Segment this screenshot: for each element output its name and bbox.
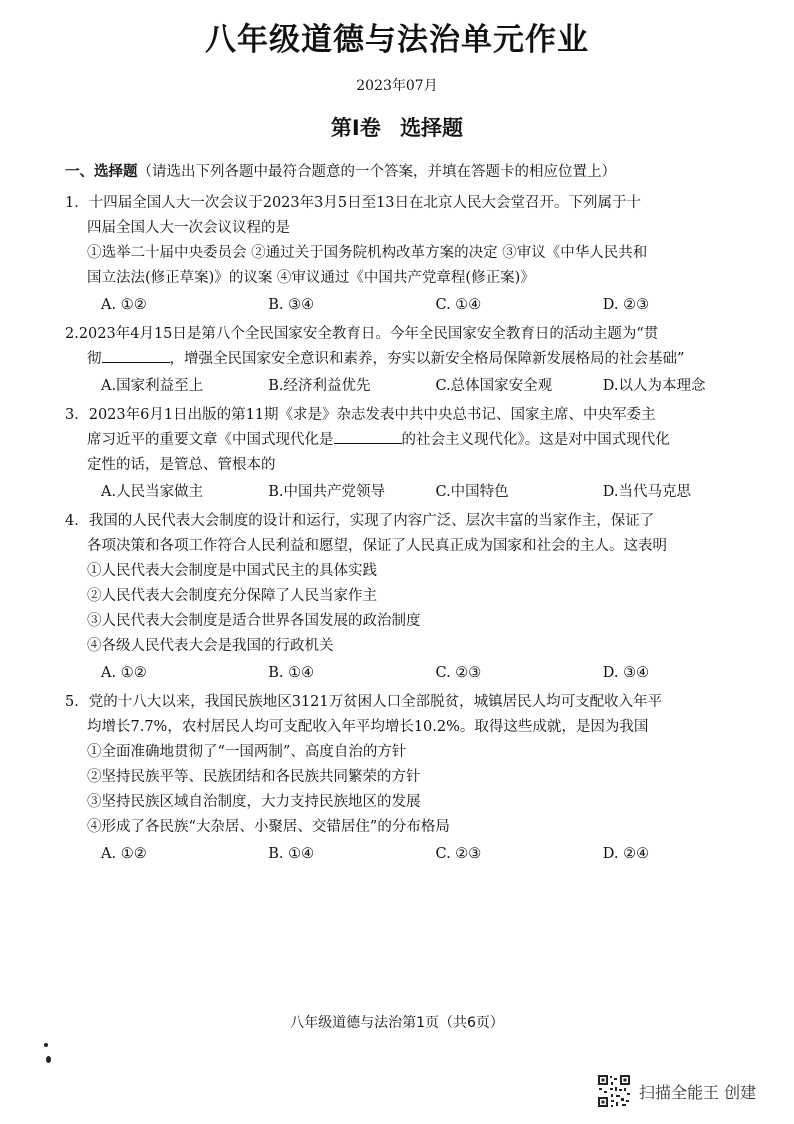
statement: ①人民代表大会制度是中国式民主的具体实践	[87, 563, 377, 579]
question-list	[65, 160, 770, 871]
question-2	[65, 322, 770, 399]
option-a[interactable]: A.人民当家做主	[101, 484, 204, 500]
page-footer: 八年级道德与法治第1页（共6页）	[290, 1015, 504, 1031]
statement: ②人民代表大会制度充分保障了人民当家作主	[87, 588, 377, 604]
question-text-line	[65, 428, 770, 453]
question-text-line: 3．2023年6月1日出版的第11期《求是》杂志发表中共中央总书记、国家主席、中央军委主	[65, 407, 656, 423]
question-text-line: 均增长7.7%，农村居民人均可支配收入年平均增长10.2%。取得这些成就，是因为我国	[87, 719, 649, 735]
option-d[interactable]: D. ③④	[602, 665, 650, 681]
question-text-line: 2.2023年4月15日是第八个全民国家安全教育日。今年全民国家安全教育日的活动主题为“贯	[65, 326, 659, 342]
question-5	[65, 690, 770, 867]
option-a[interactable]: A. ①②	[101, 665, 147, 681]
scan-speck	[46, 1056, 51, 1063]
answer-options	[101, 661, 770, 686]
statement: ④各级人民代表大会是我国的行政机关	[87, 638, 334, 654]
fill-blank	[334, 429, 402, 444]
question-text-fragment: 的社会主义现代化》。这是对中国式现代化	[401, 432, 670, 448]
section-note: （请选出下列各题中最符合题意的一个答案，并填在答题卡的相应位置上）	[137, 164, 616, 180]
question-text-line: 1．十四届全国人大一次会议于2023年3月5日至13日在北京人民大会堂召开。下列属于十	[65, 195, 642, 211]
scan-speck	[44, 1043, 48, 1047]
question-4	[65, 509, 770, 686]
question-text-line: 定性的话，是管总、管根本的	[87, 457, 276, 473]
option-b[interactable]: B. ①④	[268, 665, 315, 681]
question-text-line	[65, 347, 770, 372]
option-d[interactable]: D. ②③	[602, 297, 650, 313]
option-a[interactable]: A. ①②	[101, 297, 147, 313]
section-heading	[65, 160, 770, 185]
scanner-label: 扫描全能王 创建	[639, 1082, 757, 1102]
volume-heading	[0, 112, 794, 142]
answer-options	[101, 293, 770, 318]
page-title: 八年级道德与法治单元作业	[205, 22, 589, 58]
statement: ②坚持民族平等、民族团结和各民族共同繁荣的方针	[87, 769, 421, 785]
question-text-line: 4．我国的人民代表大会制度的设计和运行，实现了内容广泛、层次丰富的当家作主，保证了	[65, 513, 655, 529]
option-d[interactable]: D. ②④	[602, 846, 650, 862]
statement: ③坚持民族区域自治制度，大力支持民族地区的发展	[87, 794, 421, 810]
qr-code-icon	[597, 1074, 631, 1108]
scanner-watermark	[597, 1074, 756, 1108]
option-a[interactable]: A.国家利益至上	[101, 378, 204, 394]
option-c[interactable]: C. ②③	[435, 665, 482, 681]
question-text-line: 5．党的十八大以来，我国民族地区3121万贫困人口全部脱贫，城镇居民人均可支配收入年平	[65, 694, 663, 710]
answer-options	[101, 374, 770, 399]
question-text-fragment: 席习近平的重要文章《中国式现代化是	[87, 432, 334, 448]
question-1	[65, 191, 770, 318]
exam-date: 2023年07月	[356, 78, 438, 94]
option-b[interactable]: B.经济利益优先	[268, 378, 371, 394]
option-c[interactable]: C. ①④	[435, 297, 482, 313]
question-text-fragment: ，增强全民国家安全意识和素养，夯实以新安全格局保障新发展格局的社会基础”	[169, 351, 685, 367]
statement: ①全面准确地贯彻了“一国两制”、高度自治的方针	[87, 744, 407, 760]
option-b[interactable]: B. ①④	[268, 846, 315, 862]
question-text-fragment: 彻	[87, 351, 102, 367]
answer-options	[101, 842, 770, 867]
option-b[interactable]: B.中国共产党领导	[268, 484, 386, 500]
section-title: 一、选择题	[65, 164, 138, 180]
volume-label: 第I卷	[330, 116, 381, 140]
answer-options	[101, 480, 770, 505]
question-3	[65, 403, 770, 505]
fill-blank	[102, 348, 170, 363]
option-c[interactable]: C.总体国家安全观	[435, 378, 553, 394]
statement: ①选举二十届中央委员会 ②通过关于国务院机构改革方案的决定 ③审议《中华人民共和	[87, 245, 648, 261]
question-text-line: 各项决策和各项工作符合人民利益和愿望，保证了人民真正成为国家和社会的主人。这表明	[87, 538, 667, 554]
option-c[interactable]: C. ②③	[435, 846, 482, 862]
statement: ③人民代表大会制度是适合世界各国发展的政治制度	[87, 613, 421, 629]
option-c[interactable]: C.中国特色	[435, 484, 509, 500]
option-a[interactable]: A. ①②	[101, 846, 147, 862]
statement: ④形成了各民族“大杂居、小聚居、交错居住”的分布格局	[87, 819, 450, 835]
option-d[interactable]: D.以人为本理念	[602, 378, 706, 394]
section-name: 选择题	[400, 116, 464, 140]
option-b[interactable]: B. ③④	[268, 297, 315, 313]
question-text-line: 四届全国人大一次会议议程的是	[87, 220, 290, 236]
statement: 国立法法(修正草案)》的议案 ④审议通过《中国共产党章程(修正案)》	[87, 270, 535, 286]
option-d[interactable]: D.当代马克思	[602, 484, 691, 500]
